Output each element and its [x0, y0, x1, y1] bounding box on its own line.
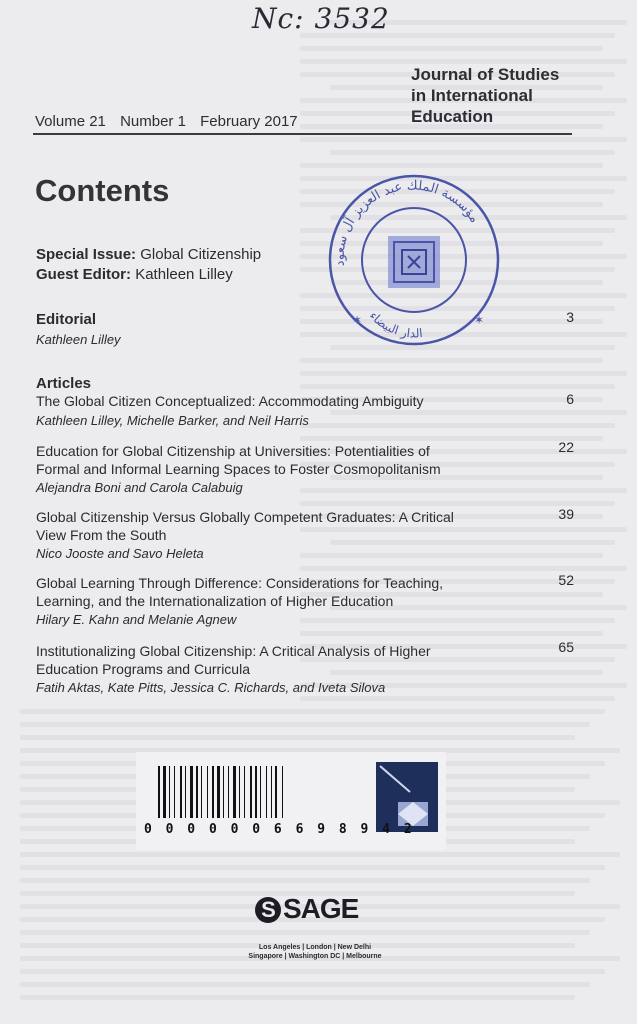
article-title-line: Institutionalizing Global Citizenship: A Critical Analysis of Higher [36, 643, 431, 659]
publisher-locations-line: Singapore | Washington DC | Melbourne [248, 953, 382, 960]
show-through-line [300, 163, 603, 168]
show-through-line [300, 696, 615, 701]
show-through-line [330, 150, 615, 155]
article-title [36, 642, 476, 678]
show-through-line [20, 722, 590, 727]
article-authors: Nico Jooste and Savo Heleta [36, 546, 204, 561]
show-through-line [300, 384, 615, 389]
barcode-number: 0 0 0 0 0 0 6 6 9 8 9 4 2 [144, 822, 415, 837]
number-label: Number 1 [120, 113, 186, 130]
library-stamp [314, 174, 514, 354]
special-issue-label: Special Issue: [36, 246, 137, 263]
article-title-line: Global Learning Through Difference: Considerations for Teaching, [36, 575, 444, 591]
publisher-name: SAGE [283, 893, 359, 924]
article-page-number: 6 [566, 391, 574, 407]
article-title [36, 442, 476, 478]
show-through-line [300, 137, 627, 142]
editorial-heading: Editorial [36, 311, 97, 328]
article-title-line: Education for Global Citizenship at Universities: Potentialities of [36, 443, 430, 459]
show-through-line [20, 995, 575, 1000]
sage-mark-icon: S [255, 897, 281, 923]
show-through-line [300, 553, 603, 558]
article-page-number: 39 [558, 506, 574, 522]
show-through-line [20, 930, 590, 935]
article-authors: Fatih Aktas, Kate Pitts, Jessica C. Richards, and Iveta Silova [36, 680, 386, 695]
publisher-locations-line: Los Angeles | London | New Delhi [258, 944, 372, 951]
journal-title-line: in International [411, 86, 533, 105]
article-page-number: 65 [558, 639, 574, 655]
article-title-line: The Global Citizen Conceptualized: Accommodating Ambiguity [36, 393, 424, 409]
stamp-emblem-icon [388, 236, 440, 288]
show-through-line [20, 852, 620, 857]
show-through-line [20, 709, 605, 714]
article-title [36, 508, 476, 544]
show-through-line [20, 969, 605, 974]
journal-title-line: Education [411, 107, 494, 126]
issue-info [35, 113, 308, 130]
guest-editor-label: Guest Editor: [36, 266, 132, 283]
show-through-line [300, 358, 603, 363]
journal-title-line: Journal of Studies [411, 65, 560, 84]
journal-title [411, 64, 611, 127]
article-authors: Hilary E. Kahn and Melanie Agnew [36, 612, 237, 627]
date-label: February 2017 [200, 113, 298, 130]
article-title-line: Education Programs and Curricula [36, 661, 250, 677]
show-through-line [20, 865, 605, 870]
show-through-line [300, 371, 627, 376]
article-title-line: Global Citizenship Versus Globally Competent Graduates: A Critical [36, 509, 454, 525]
show-through-line [300, 566, 627, 571]
article-page-number: 22 [558, 439, 574, 455]
editorial-author: Kathleen Lilley [36, 332, 121, 347]
stamp-arabic-top: مؤسسة الملك عبد العزيز آل سعود [332, 178, 482, 267]
stamp-star-icon: ✶ [352, 313, 363, 327]
article-title-line: Formal and Informal Learning Spaces to Foster Cosmopolitanism [36, 461, 441, 477]
handwritten-catalog-note: Nc: 3532 [252, 2, 390, 35]
show-through-line [300, 488, 627, 493]
show-through-line [300, 618, 615, 623]
show-through-line [20, 878, 590, 883]
article-authors: Kathleen Lilley, Michelle Barker, and Neil Harris [36, 413, 309, 428]
editorial-page-number: 3 [566, 309, 574, 325]
special-issue-value: Global Citizenship [140, 246, 262, 263]
show-through-line [300, 46, 603, 51]
stamp-arabic-bottom: الدار البيضاء [366, 308, 424, 341]
publisher-logo [255, 893, 358, 925]
article-title-line: Learning, and the Internationalization of Higher Education [36, 593, 394, 609]
guest-editor-value: Kathleen Lilley [135, 266, 233, 283]
page-title: Contents [35, 173, 170, 208]
articles-heading: Articles [36, 375, 92, 392]
article-title-line: View From the South [36, 527, 167, 543]
show-through-line [300, 423, 615, 428]
stamp-star-icon: ✶ [474, 313, 485, 327]
article-page-number: 52 [558, 572, 574, 588]
show-through-line [300, 631, 603, 636]
special-issue-block [36, 245, 261, 285]
show-through-line [20, 982, 590, 987]
header-divider [33, 133, 572, 135]
volume-label: Volume 21 [35, 113, 106, 130]
article-title [36, 574, 476, 610]
show-through-line [20, 735, 575, 740]
article-authors: Alejandra Boni and Carola Calabuig [36, 480, 243, 495]
show-through-line [330, 410, 627, 415]
article-title [36, 392, 476, 410]
